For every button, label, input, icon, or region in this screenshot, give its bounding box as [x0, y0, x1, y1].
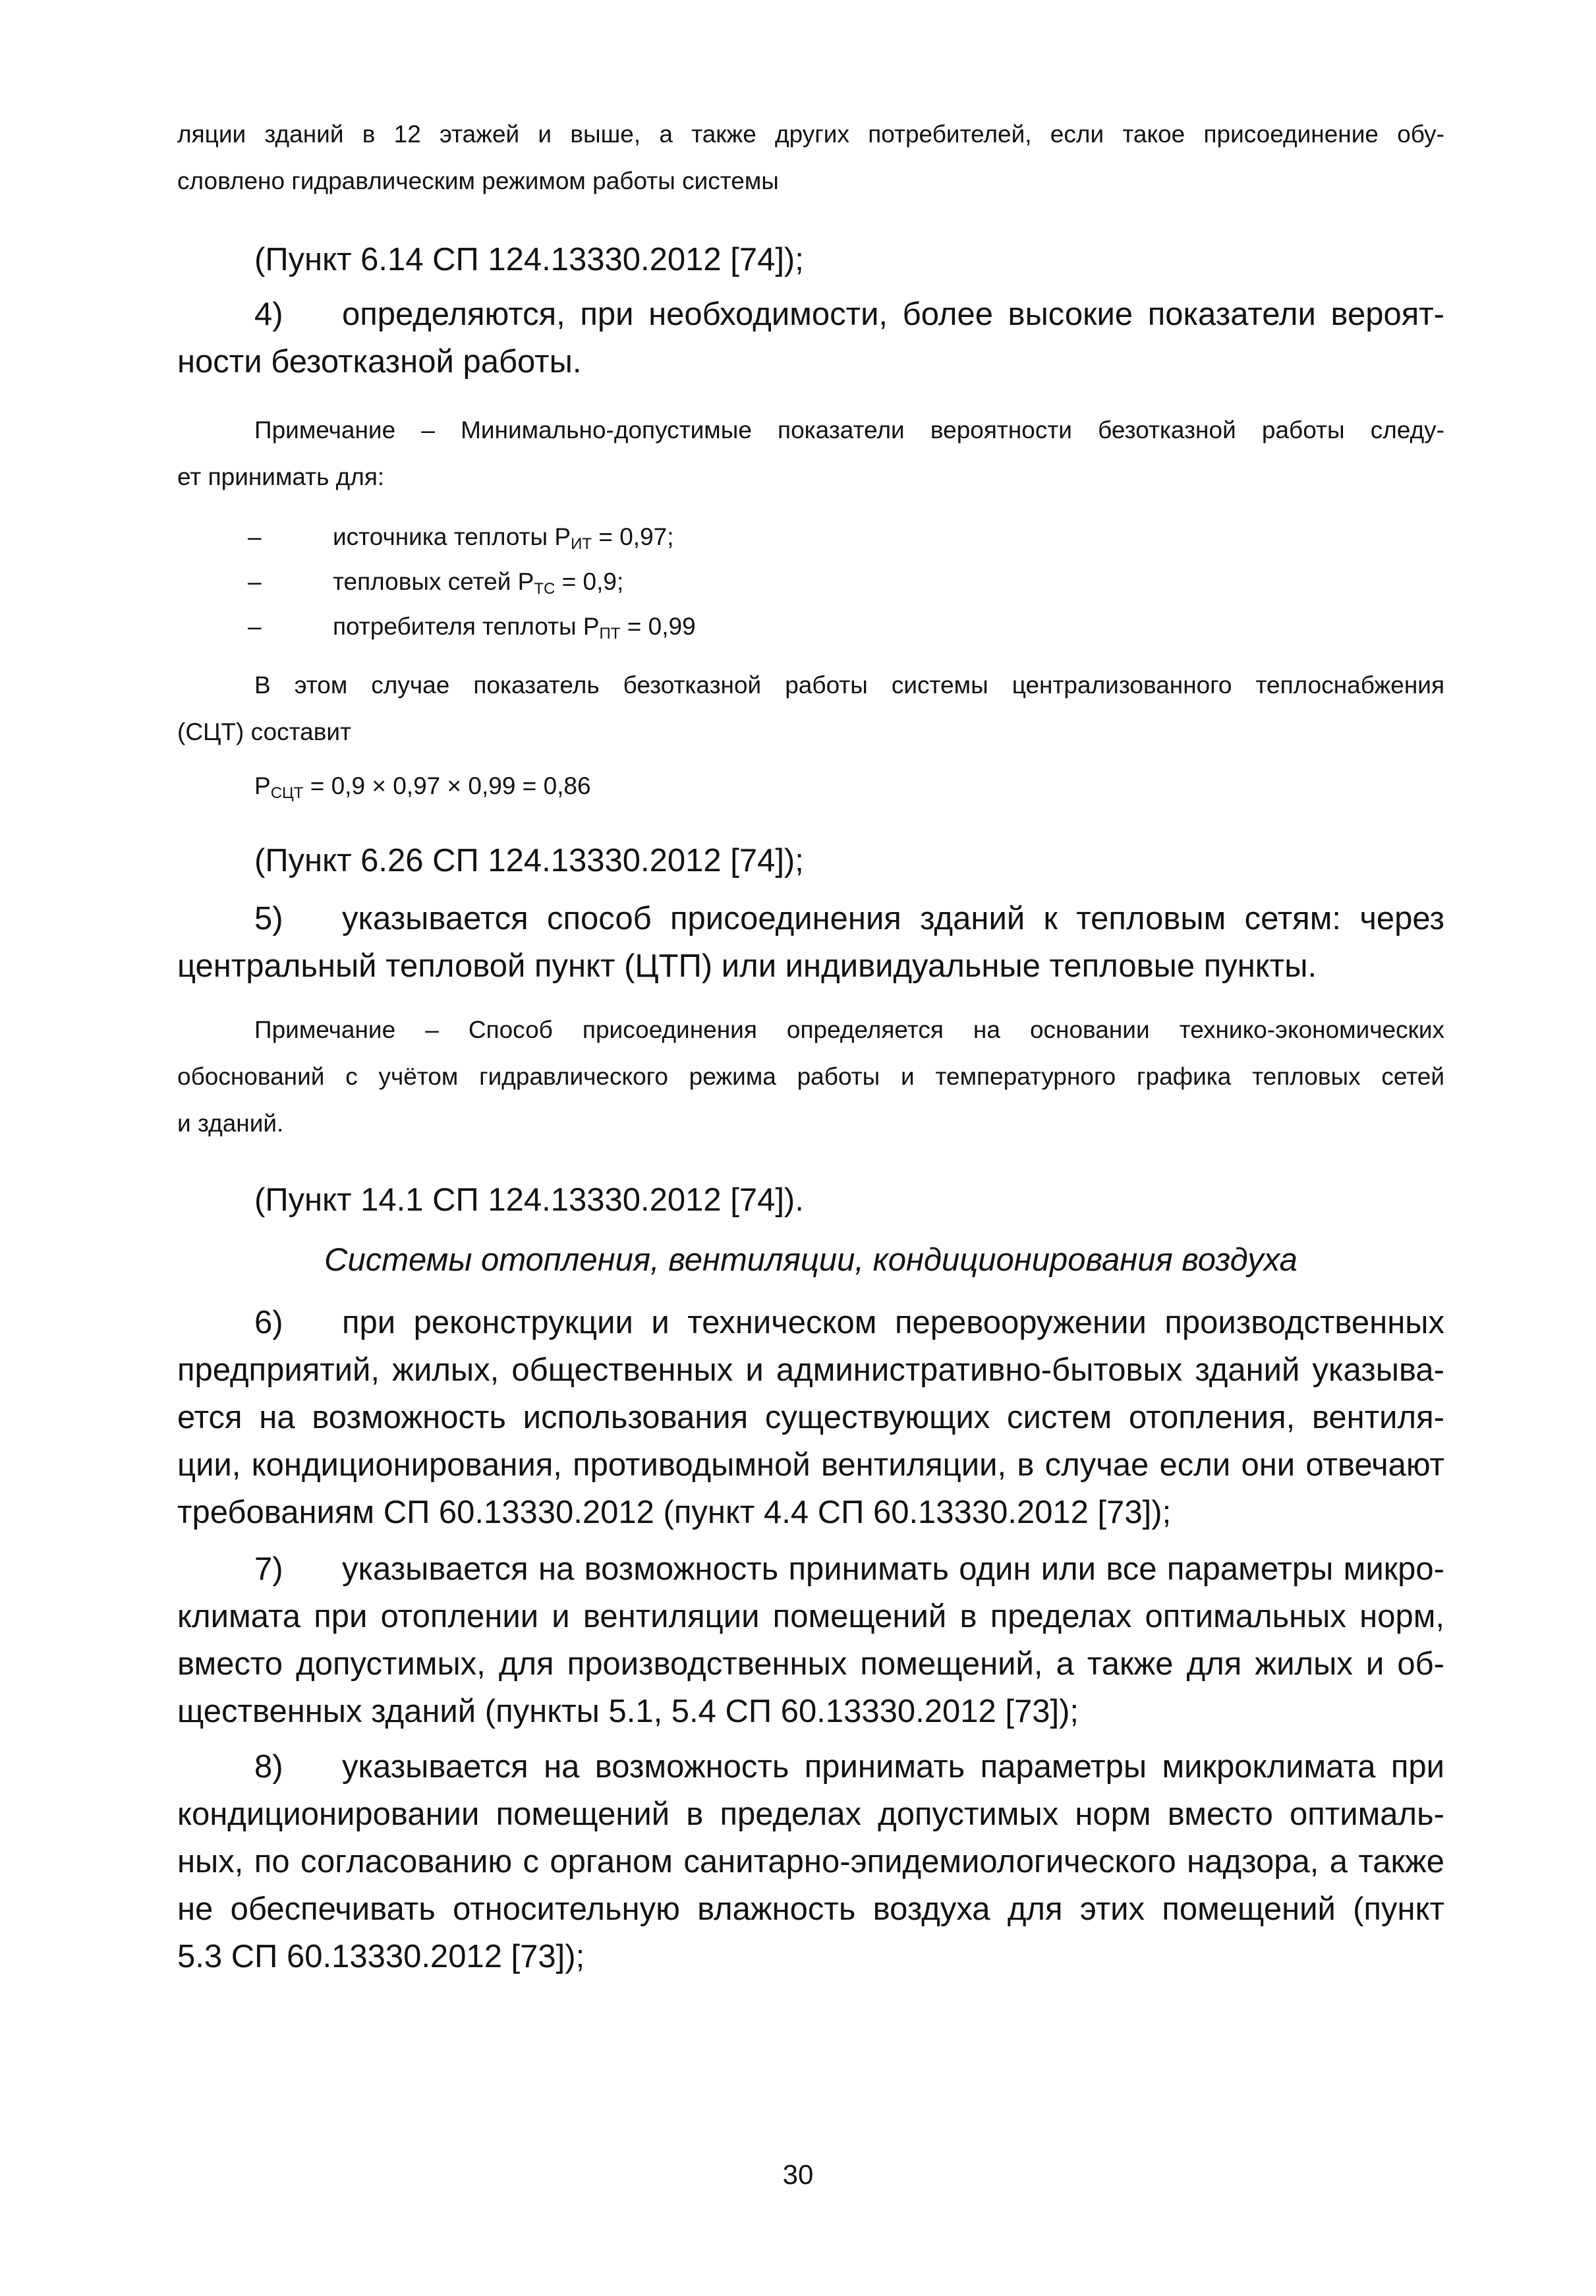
- text-line: климата при отоплении и вентиляции помещений в пределах оптимальных норм,: [177, 1599, 1444, 1634]
- text-line: не обеспечивать относительную влажность воздуха для этих помещений (пункт: [177, 1891, 1444, 1927]
- formula-expression: = 0,9 × 0,97 × 0,99 = 0,86: [303, 772, 591, 799]
- text-line: [177, 1743, 1444, 1791]
- note-1: [177, 407, 1444, 500]
- item-number: 6): [254, 1305, 283, 1340]
- reference-14-1: (Пункт 14.1 СП 124.13330.2012 [74]).: [254, 1182, 804, 1218]
- subscript: ПТ: [599, 625, 621, 643]
- top-paragraph: [177, 111, 1444, 204]
- list-label: источника теплоты P: [333, 523, 571, 550]
- list-item-6: [177, 1299, 1444, 1536]
- text-line: В этом случае показатель безотказной работы системы централизованного теплоснабжения: [254, 672, 1444, 699]
- item-number: 5): [254, 901, 283, 936]
- list-label: тепловых сетей P: [333, 568, 534, 595]
- text-line: ляции зданий в 12 этажей и выше, а также других потребителей, если такое присоединение обу-: [177, 121, 1444, 148]
- formula: [254, 762, 1243, 809]
- text-line: словлено гидравлическим режимом работы системы: [177, 167, 779, 194]
- list-item-5: [177, 895, 1444, 990]
- text-line: вместо допустимых, для производственных помещений, а также для жилых и об-: [177, 1646, 1444, 1682]
- reference-6-26: (Пункт 6.26 СП 124.13330.2012 [74]);: [254, 843, 804, 878]
- note-2: [177, 1006, 1444, 1147]
- text-line: кондиционировании помещений в пределах допустимых норм вместо оптималь-: [177, 1796, 1444, 1832]
- text-line: (СЦТ) составит: [177, 718, 351, 745]
- dash-marker: –: [248, 613, 262, 640]
- list-value: = 0,97;: [592, 523, 674, 550]
- list-label: потребителя теплоты P: [333, 613, 600, 640]
- item-text: определяются, при необходимости, более высокие показатели вероят-: [342, 297, 1444, 332]
- list-item-4: [177, 291, 1444, 386]
- item-text: указывается способ присоединения зданий к тепловым сетям: через: [342, 901, 1444, 936]
- text-line: Примечание – Способ присоединения определяется на основании технико-экономических: [254, 1016, 1444, 1043]
- item-text: указывается на возможность принимать один или все параметры микро-: [342, 1551, 1444, 1587]
- list-text: [333, 562, 623, 602]
- text-line: щественных зданий (пункты 5.1, 5.4 СП 60.13330.2012 [73]);: [177, 1694, 1079, 1729]
- text-line: центральный тепловой пункт (ЦТП) или индивидуальные тепловые пункты.: [177, 948, 1317, 984]
- reference-6-14: (Пункт 6.14 СП 124.13330.2012 [74]);: [254, 242, 804, 277]
- text-line: ет принимать для:: [177, 463, 385, 490]
- subscript: ИТ: [571, 535, 592, 553]
- text-line: и зданий.: [177, 1110, 284, 1137]
- text-line: обоснований с учётом гидравлического режима работы и температурного графика тепловых сетей: [177, 1063, 1444, 1090]
- list-item-8: [177, 1743, 1444, 1980]
- dash-marker: –: [248, 568, 262, 595]
- item-number: 7): [254, 1551, 283, 1587]
- subscript: СЦТ: [270, 784, 304, 802]
- text-line: 5.3 СП 60.13330.2012 [73]);: [177, 1939, 585, 1974]
- formula-symbol: P: [254, 772, 271, 799]
- list-text: [333, 607, 696, 646]
- section-heading: Системы отопления, вентиляции, кондиционирования воздуха: [324, 1242, 1297, 1278]
- list-text: [333, 517, 674, 557]
- text-line: ется на возможность использования существующих систем отопления, вентиля-: [177, 1400, 1444, 1435]
- list-value: = 0,9;: [555, 568, 624, 595]
- text-line: предприятий, жилых, общественных и административно-бытовых зданий указыва-: [177, 1352, 1444, 1388]
- text-line: требованиям СП 60.13330.2012 (пункт 4.4 СП 60.13330.2012 [73]);: [177, 1495, 1172, 1530]
- text-line: [177, 1299, 1444, 1346]
- text-line: ции, кондиционирования, противодымной вентиляции, в случае если они отвечают: [177, 1447, 1444, 1483]
- item-text: при реконструкции и техническом перевооружении производственных: [342, 1305, 1444, 1340]
- list-value: = 0,99: [620, 613, 696, 640]
- text-line: [177, 1545, 1444, 1593]
- text-line: ных, по согласованию с органом санитарно-эпидемиологического надзора, а также: [177, 1844, 1444, 1880]
- list-item-7: [177, 1545, 1444, 1735]
- note-1-continuation: [177, 662, 1444, 755]
- text-line: Примечание – Минимально-допустимые показатели вероятности безотказной работы следу-: [254, 416, 1444, 444]
- page-number: 30: [782, 2159, 814, 2190]
- subscript: ТС: [534, 580, 556, 598]
- item-number: 8): [254, 1749, 283, 1785]
- text-line: [177, 895, 1444, 942]
- item-text: указывается на возможность принимать параметры микроклимата при: [342, 1749, 1444, 1785]
- text-line: ности безотказной работы.: [177, 344, 582, 380]
- dash-marker: –: [248, 523, 262, 550]
- text-line: [177, 291, 1444, 338]
- item-number: 4): [254, 297, 283, 332]
